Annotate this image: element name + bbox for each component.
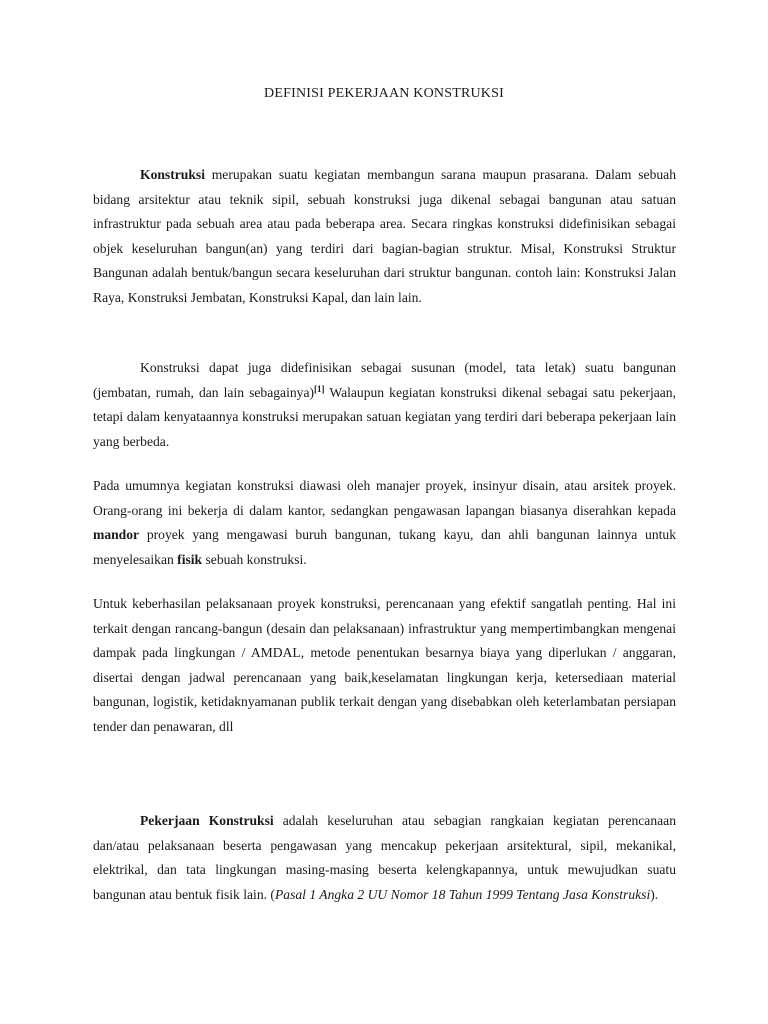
term-pekerjaan-konstruksi: Pekerjaan Konstruksi bbox=[140, 813, 274, 828]
term-fisik: fisik bbox=[177, 551, 203, 567]
paragraph-text: sebuah konstruksi. bbox=[202, 551, 307, 567]
document-title: DEFINISI PEKERJAAN KONSTRUKSI bbox=[264, 86, 504, 101]
paragraph-perencanaan bbox=[93, 592, 676, 740]
paragraph-text: merupakan suatu kegiatan membangun sarana maupun prasarana. Dalam sebuah bidang arsitektur atau teknik sipil, sebuah konstruksi juga dikenal sebagai bangunan atau satuan infrastruktur pada sebuah area atau pada beberapa area. Secara ringkas konstruksi didefinisikan sebagai objek keseluruhan bangun(an) yang terdiri dari bagian-bagian struktur. Misal, Konstruksi Struktur Bangunan adalah bentuk/bangun secara keseluruhan dari struktur bangunan. contoh lain: Konstruksi Jalan Raya, Konstruksi Jembatan, Konstruksi Kapal, dan lain lain. bbox=[93, 167, 676, 305]
paragraph-konstruksi-susunan bbox=[93, 356, 676, 454]
paragraph-text: ). bbox=[650, 886, 659, 902]
footnote-ref[interactable]: [1] bbox=[314, 383, 325, 394]
paragraph-text: Pada umumnya kegiatan konstruksi diawasi oleh manajer proyek, insinyur disain, atau arsitek proyek. Orang-orang ini bekerja di dalam kantor, sedangkan pengawasan lapangan biasanya diserahkan kepada bbox=[93, 478, 676, 518]
legal-citation: Pasal 1 Angka 2 UU Nomor 18 Tahun 1999 Tentang Jasa Konstruksi bbox=[274, 886, 651, 902]
term-mandor: mandor bbox=[93, 527, 140, 543]
term-konstruksi: Konstruksi bbox=[140, 167, 205, 182]
paragraph-konstruksi-definition bbox=[93, 163, 676, 311]
paragraph-pekerjaan-konstruksi bbox=[93, 809, 676, 907]
paragraph-pengawasan bbox=[93, 474, 676, 572]
paragraph-text: proyek yang mengawasi buruh bangunan, tukang kayu, dan ahli bangunan lainnya untuk menyelesaikan bbox=[93, 527, 676, 567]
paragraph-text: Untuk keberhasilan pelaksanaan proyek konstruksi, perencanaan yang efektif sangatlah penting. Hal ini terkait dengan rancang-bangun (desain dan pelaksanaan) infrastruktur yang mempertimbangkan mengenai dampak pada lingkungan / AMDAL, metode penentukan besarnya biaya yang diperlukan / anggaran, disertai dengan jadwal perencanaan yang baik,keselamatan lingkungan kerja, ketersediaan material bangunan, logistik, ketidaknyamanan publik terkait dengan yang disebabkan oleh keterlambatan persiapan tender dan penawaran, dll bbox=[93, 596, 676, 734]
paragraph-text: Konstruksi dapat juga didefinisikan sebagai susunan (model, tata letak) suatu bangunan (jembatan, rumah, dan lain sebagainya) bbox=[93, 360, 676, 400]
paragraph-text: Walaupun kegiatan konstruksi dikenal sebagai satu pekerjaan, tetapi dalam kenyataannya konstruksi merupakan satuan kegiatan yang terdiri dari beberapa pekerjaan lain yang berbeda. bbox=[93, 384, 676, 449]
paragraph-text: adalah keseluruhan atau sebagian rangkaian kegiatan perencanaan dan/atau pelaksanaan beserta pengawasan yang mencakup pekerjaan arsitektural, sipil, mekanikal, elektrikal, dan tata lingkungan masing-masing beserta kelengkapannya, untuk mewujudkan suatu bangunan atau bentuk fisik lain. ( bbox=[93, 813, 676, 902]
